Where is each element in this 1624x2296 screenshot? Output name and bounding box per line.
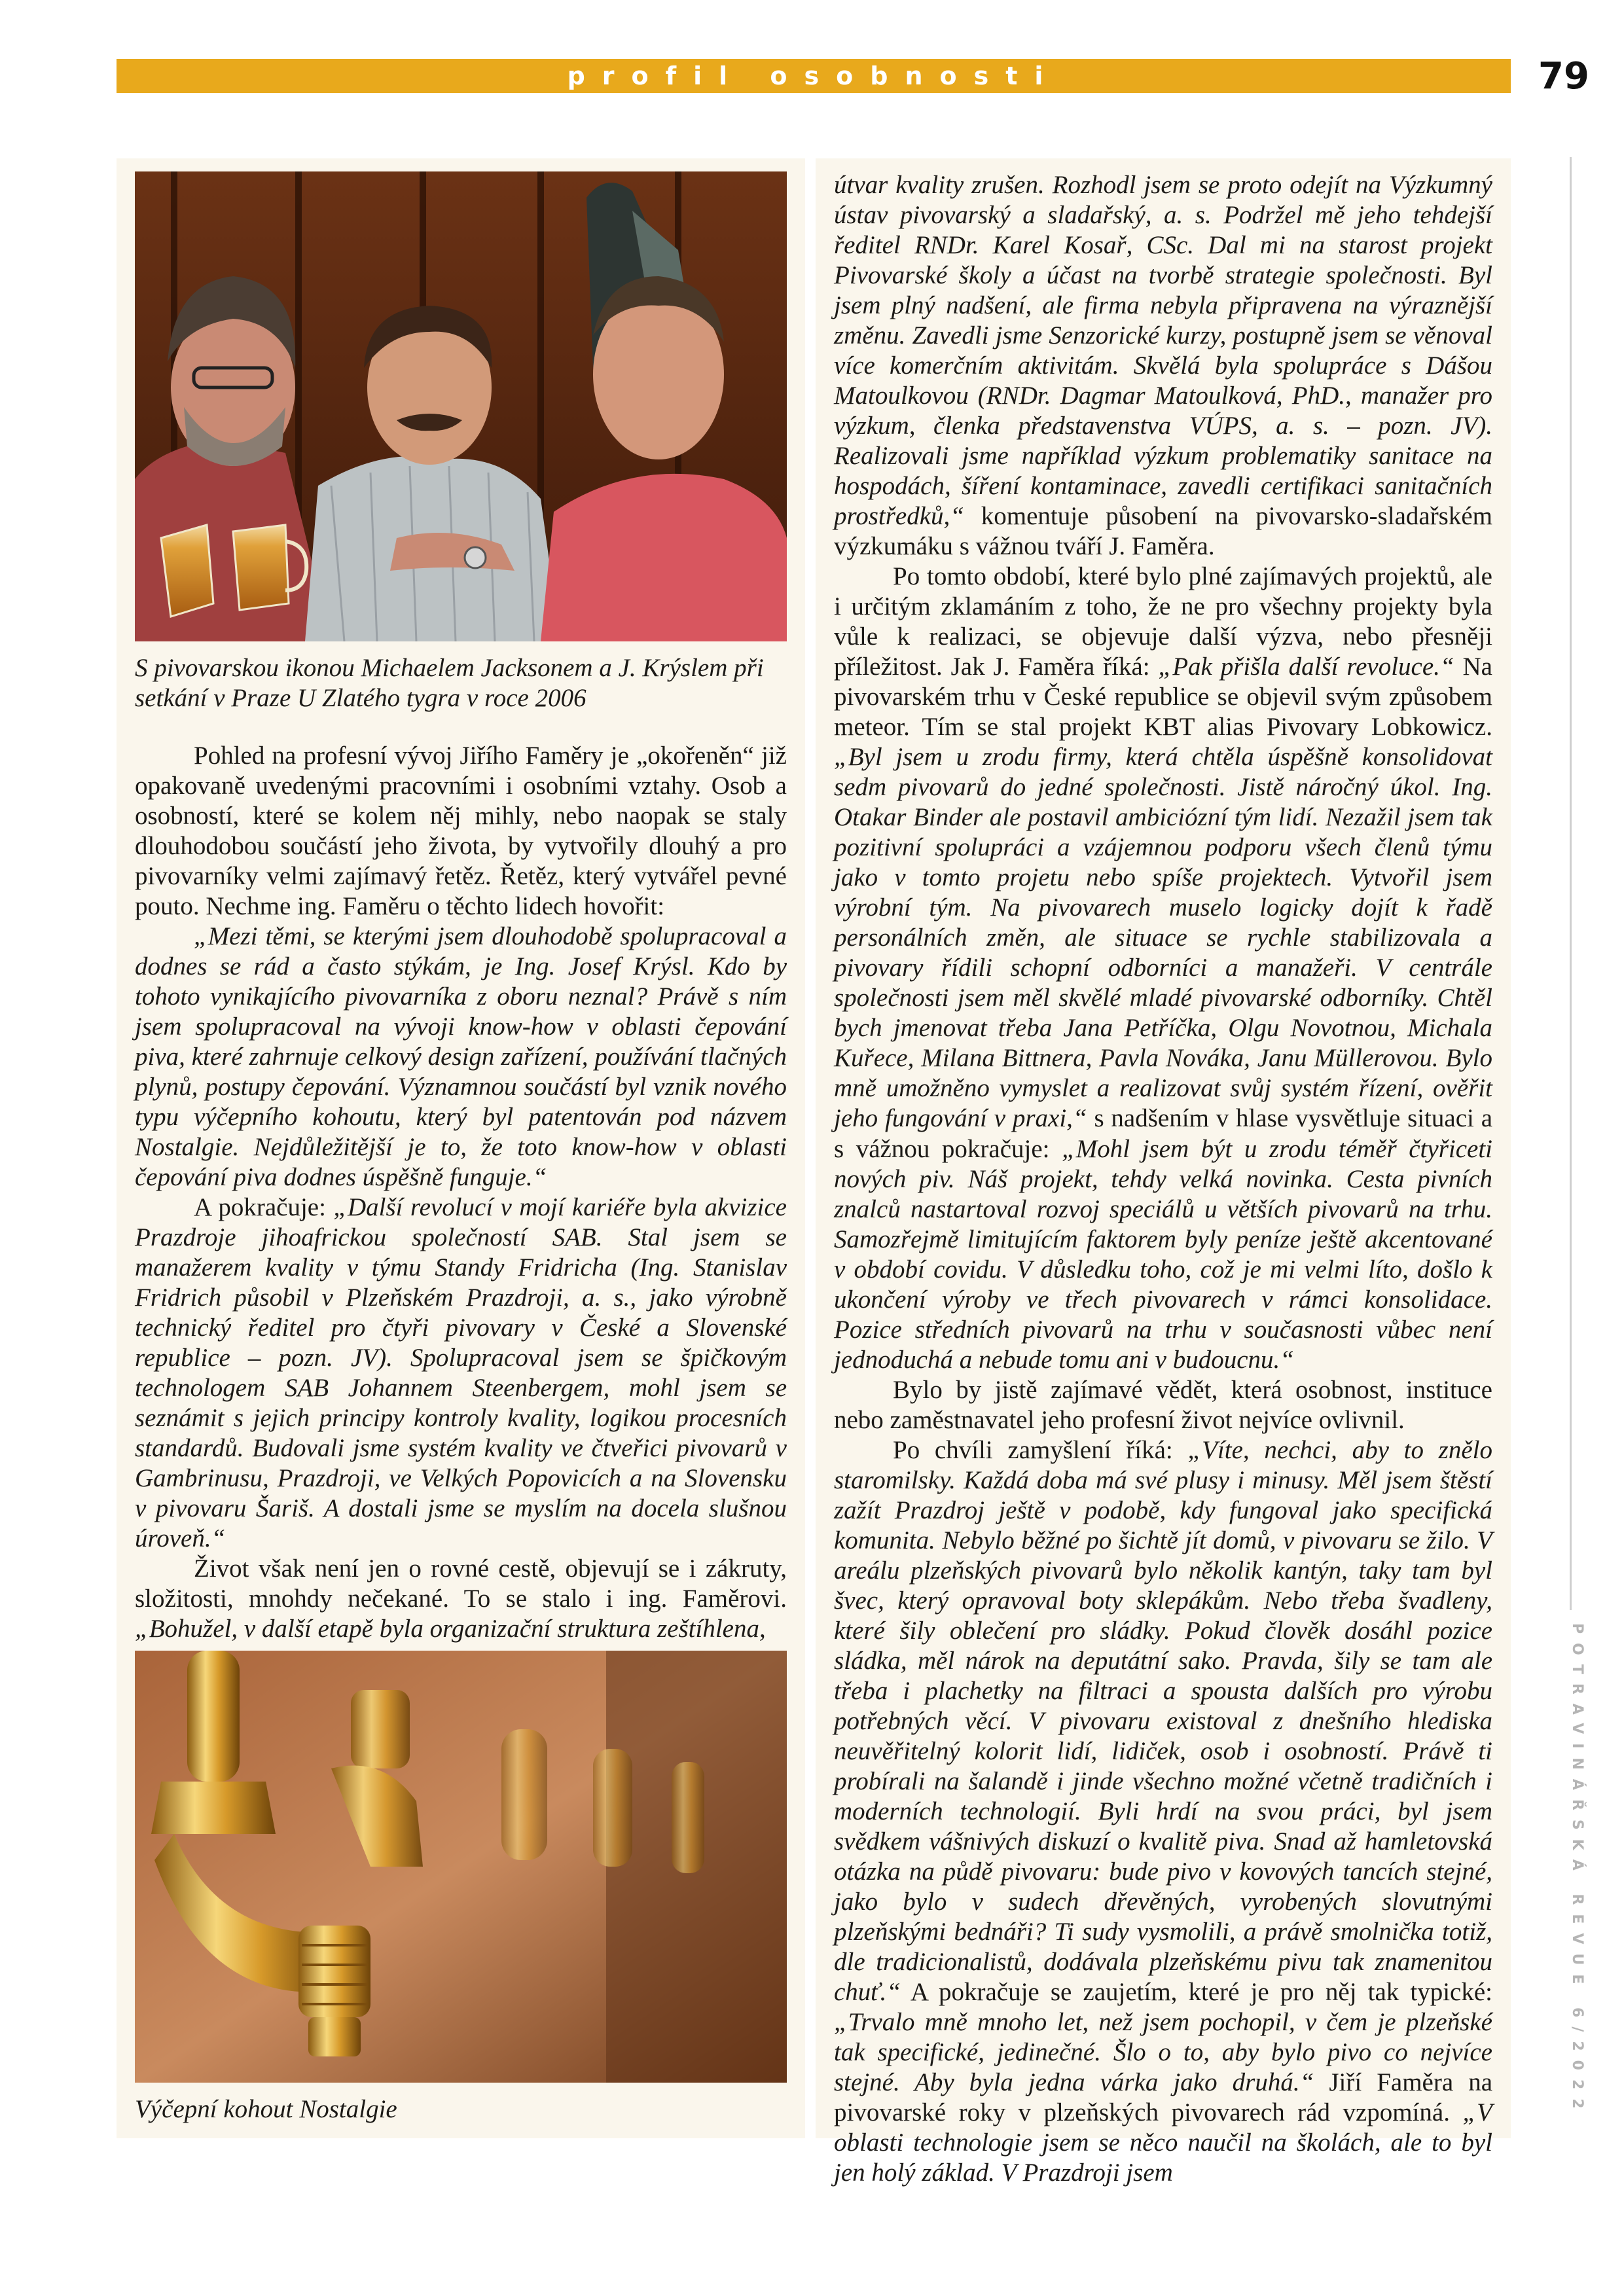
page-number: 79 [1538, 55, 1589, 98]
magazine-issue-label: POTRAVINÁŘSKÁ REVUE 6/2022 [1569, 1623, 1585, 2118]
quote-paragraph: „Mezi těmi, se kterými jsem dlouhodobě spolupracoval a dodnes se rád a často stýkám, je Ing. Josef Krýsl. Kdo by tohoto vynikajícího pivovarníka z oboru neznal? Právě s ním jsem spolupracoval na vývoji know-how v oblasti čepování piva, které zahrnuje celkový design zařízení, používání tlačných plynů, postupy čepování. Významnou součástí byl vznik nového typu výčepního kohoutu, který byl patentován pod názvem Nostalgie. Nejdůležitější je to, že toto know-how v oblasti čepování piva dodnes úspěšně funguje.“ [135, 922, 787, 1192]
paragraph: A pokračuje: „Další revolucí v mojí kariéře byla akvizice Prazdroje jihoafrickou společností SAB. Stal jsem se manažerem kvality v týmu Standy Fridricha (Ing. Stanislav Fridrich působil v Plzeňském Prazdroji, a. s., jako výrobně technický ředitel pro čtyři pivovary v České a Slovenské republice – pozn. JV). Spolupracoval jsem se špičkovým technologem SAB Johannem Steenbergem, mohl jsem se seznámit s jejich principy kontroly kvality, logikou procesních standardů. Budovali jsme systém kvality ve čtveřici pivovarů v Gambrinusu, Prazdroji, ve Velkých Popovicích a na Slovensku v pivovaru Šariš. A dostali jsme se myslím na docela slušnou úroveň.“ [135, 1193, 787, 1553]
paragraph: Pohled na profesní vývoj Jiřího Faměry je „okořeněn“ již opakovaně uvedenými pracovními i osobními vztahy. Osob a osobností, které se kolem něj mihly, nebo naopak se staly dlouhodobou součástí jeho života, by vytvořily dlouhý a pro pivovarníky velmi zajímavý řetěz. Řetěz, který vytvářel pevné pouto. Nechme ing. Faměru o těchto lidech hovořit: [135, 742, 787, 921]
pub-toast-photo [135, 171, 787, 641]
paragraph: Po tomto období, které bylo plné zajímavých projektů, ale i určitým zklamáním z toho, že ne pro všechny projekty byla vůle k realizaci, se objevuje další výzva, nebo přesněji příležitost. Jak J. Faměra říká: „Pak přišla další revoluce.“ Na pivovarském trhu v České republice se objevil svým způsobem meteor. Tím se stal projekt KBT alias Pivovary Lobkowicz. „Byl jsem u zrodu firmy, která chtěla úspěšně konsolidovat sedm pivovarů do jedné společnosti. Jistě náročný úkol. Ing. Otakar Binder ale postavil ambiciózní tým lidí. Nezažil jsem tak pozitivní spolupráci a vzájemnou podporu všech členů týmu jako v tomto projetu nebo spíše projektech. Vytvořil jsem výrobní tým. Na pivovarech muselo logicky dojít k řadě personálních změn, ale situace se rychle stabilizovala a pivovary řídili schopní odborníci a manažeři. V centrále společnosti jsem měl skvělé mladé pivovarské odborníky. Chtěl bych jmenovat třeba Jana Petříčka, Olgu Novotnou, Michala Kuřece, Milana Bittnera, Pavla Nováka, Janu Müllerovou. Bylo mně umožněno vymyslet a realizovat svůj systém řízení, ověřit jeho fungování v praxi,“ s nadšením v hlase vysvětluje situaci a s vážnou pokračuje: „Mohl jsem být u zrodu téměř čtyřiceti nových piv. Náš projekt, tehdy velká novinka. Cesta pivních znalců nastartoval rozvoj speciálů u větších pivovarů na trhu. Samozřejmě limitujícím faktorem byly peníze ještě akcentované v období covidu. V důsledku toho, což je mi velmi líto, došlo k ukončení výroby ve třech pivovarech v rámci konsolidace. Pozice středních pivovarů na trhu v současnosti vůbec není jednoduchá a nebude tomu ani v budoucnu.“ [834, 562, 1493, 1374]
section-header-bar [117, 59, 1511, 93]
paragraph: Bylo by jistě zajímavé vědět, která osobnost, instituce nebo zaměstnavatel jeho profesní život nejvíce ovlivnil. [834, 1375, 1492, 1434]
right-column [816, 158, 1511, 2187]
beer-taps-photo [135, 1651, 787, 2083]
photo-pub-toast [135, 171, 787, 641]
photo-caption: Výčepní kohout Nostalgie [135, 2095, 397, 2123]
paragraph: Život však není jen o rovné cestě, objevují se i zákruty, složitosti, mnohdy nečekané. To se stalo i ing. Faměrovi. „Bohužel, v další etapě byla organizační struktura zeštíhlena, [135, 1554, 787, 1643]
left-column-text [135, 741, 787, 1644]
photo-caption: S pivovarskou ikonou Michaelem Jacksonem a J. Krýslem při setkání v Praze U Zlatého tygra v roce 2006 [135, 654, 764, 713]
section-title: profil osobnosti [567, 62, 1060, 90]
left-column [117, 158, 805, 2138]
margin-rule [1570, 157, 1572, 1610]
paragraph: útvar kvality zrušen. Rozhodl jsem se proto odejít na Výzkumný ústav pivovarský a sladařský, a. s. Podržel mě jeho tehdejší ředitel RNDr. Karel Kosař, CSc. Dal mi na starost projekt Pivovarské školy a účast na tvorbě strategie společnosti. Byl jsem plný nadšení, ale firma nebyla připravena na výraznější změnu. Zavedli jsme Senzorické kurzy, postupně jsem se věnoval více komerčním aktivitám. Skvělá byla spolupráce s Dášou Matoulkovou (RNDr. Dagmar Matoulková, PhD., manažer pro výzkum, členka představenstva VÚPS, a. s. – pozn. JV). Realizovali jsme například výzkum problematiky sanitace na hospodách, šíření kontaminace, zavedli certifikaci sanitačních prostředků,“ komentuje působení na pivovarsko-sladařském výzkumáku s vážnou tváří J. Faměra. [834, 171, 1492, 561]
right-column-text [834, 170, 1492, 2188]
paragraph: Po chvíli zamyšlení říká: „Víte, nechci, aby to znělo staromilsky. Každá doba má své plusy i minusy. Měl jsem štěstí zažít Prazdroj ještě v podobě, kdy fungoval jako specifická komunita. Nebylo běžné po šichtě jít domů, v pivovaru se žilo. V areálu plzeňských pivovarů bylo několik kantýn, taky tam byl švec, který opravoval boty sklepákům. Nebo třeba švadleny, které šily oblečení pro sládky. Pokud člověk dosáhl pozice sládka, měl nárok na deputátní sako. Pravda, šily se tam ale třeba i plachetky na filtraci a spousta dalších pro výrobu potřebných věcí. V pivovaru existoval z dnešního hlediska neuvěřitelný kolorit lidí, lidiček, osob i osobností. Právě ti probírali na šalandě i jinde všechno možné včetně tradičních i moderních technologií. Byli hrdí na svou práci, byl jsem svědkem vášnivých diskuzí o kvalitě piva. Snad až hamletovská otázka na půdě pivovaru: bude pivo v kovových tancích stejné, jako bylo v sudech dřevěných, vyrobených slovutnými plzeňskými bednáři? Ti sudy vysmolili, a právě smolnička totiž, dle tradicionalistů, dodávala plzeňskému pivu tak znamenitou chuť.“ A pokračuje se zaujetím, které je pro něj tak typické: „Trvalo mně mnoho let, než jsem pochopil, v čem je plzeňské tak specifické, jedinečné. Šlo o to, aby bylo pivo co nejvíce stejné. Aby byla jedna várka jako druhá.“ Jiří Faměra na pivovarské roky v plzeňských pivovarech rád vzpomíná. „V oblasti technologie jsem se něco naučil na školách, ale to byl jen holý základ. V Prazdroji jsem [834, 1435, 1493, 2187]
photo-beer-taps [135, 1651, 787, 2083]
